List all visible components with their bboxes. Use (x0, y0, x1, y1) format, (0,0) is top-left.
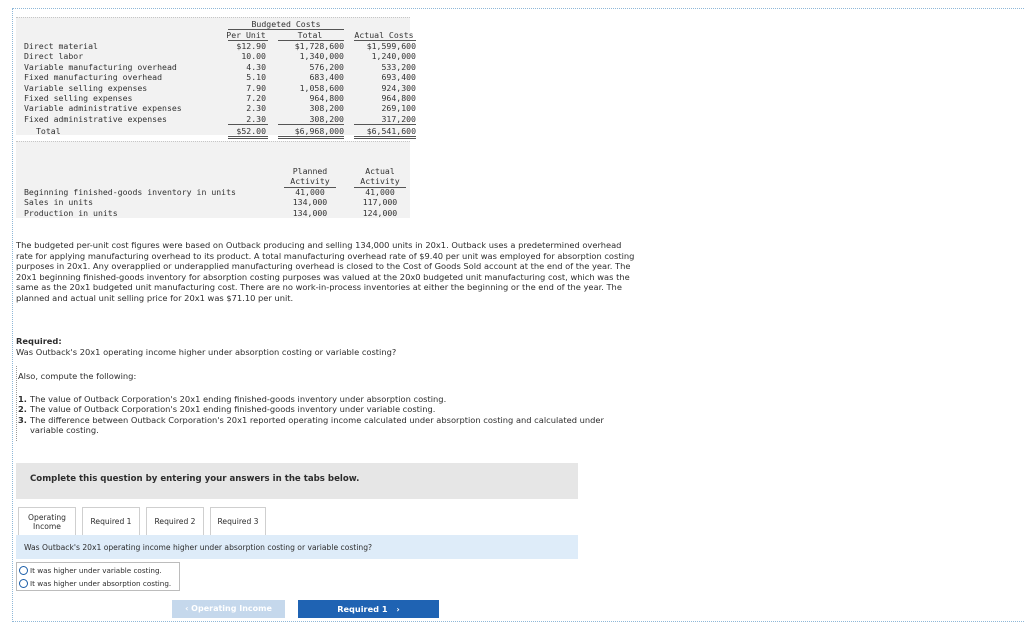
tab-label: Required 3 (217, 517, 259, 526)
table-row (16, 208, 410, 218)
row-label: Direct labor (24, 51, 84, 62)
total-cell: 308,200 (309, 113, 344, 124)
total-header: Total (297, 30, 323, 40)
also-compute-text: Also, compute the following: (18, 371, 137, 381)
table-header-row (16, 19, 410, 29)
table-row (16, 93, 416, 103)
question-text: The difference between Outback Corporation's 20x1 reported operating income calculated under absorption costing and calculated under variable costing. (30, 414, 604, 436)
table-row (16, 72, 416, 83)
table-row (16, 103, 416, 114)
per-unit-cell: $12.90 (236, 41, 266, 51)
per-unit-cell: 2.30 (246, 103, 266, 114)
column-header-row (16, 30, 414, 40)
row-label: Variable manufacturing overhead (24, 61, 177, 72)
row-label: Production in units (24, 207, 118, 218)
total-double-underline (278, 136, 344, 139)
budgeted-costs-header: Budgeted Costs (251, 19, 321, 29)
prev-button[interactable] (172, 600, 285, 618)
actual-cell: 117,000 (362, 197, 398, 208)
total-double-underline (228, 136, 268, 139)
question-text: The value of Outback Corporation's 20x1 ending finished-goods inventory under variable costing. (30, 404, 436, 415)
chevron-left-icon: ‹ (185, 604, 189, 613)
list-item (18, 415, 638, 436)
row-label: Fixed manufacturing overhead (24, 72, 163, 83)
tab-required-1[interactable] (82, 507, 140, 536)
answer-options (16, 562, 180, 591)
actual-cell: 964,800 (381, 93, 416, 103)
column-header-row (16, 176, 410, 186)
total-label: Total (36, 125, 61, 136)
option-label: It was higher under variable costing. (30, 566, 162, 575)
per-unit-cell: 5.10 (246, 72, 266, 83)
total-row (16, 125, 416, 136)
question-divider (16, 366, 17, 441)
question-list (18, 394, 638, 436)
question-number: 3. (18, 414, 27, 425)
per-unit-cell: 10.00 (241, 51, 266, 62)
radio-button[interactable] (19, 566, 28, 575)
per-unit-total: $52.00 (236, 125, 266, 136)
activity-table (16, 141, 410, 218)
table-row (16, 82, 416, 93)
actual-cell: 924,300 (381, 82, 416, 93)
tab-label: Income (33, 522, 61, 531)
total-cell: 1,058,600 (299, 82, 344, 93)
per-unit-cell: 4.30 (246, 61, 266, 72)
question-text: The value of Outback Corporation's 20x1 ending finished-goods inventory under absorption costing. (30, 394, 447, 404)
option-label: It was higher under absorption costing. (30, 579, 172, 588)
total-cell: 964,800 (309, 93, 344, 103)
tab-label: Required 1 (90, 517, 132, 526)
total-cell: 1,340,000 (299, 51, 344, 62)
planned-cell: 134,000 (292, 207, 328, 218)
chevron-right-icon: › (396, 604, 400, 614)
tab-label: Operating (28, 513, 66, 522)
actual-cell: 41,000 (365, 187, 395, 197)
total-cell: $1,728,600 (294, 41, 344, 51)
actual-cell: 317,200 (381, 113, 416, 124)
instructions-banner: Complete this question by entering your answers in the tabs below. (16, 463, 578, 499)
column-header-row (16, 166, 410, 176)
actual-header-2: Activity (360, 176, 400, 187)
table-row (16, 41, 416, 51)
row-label: Sales in units (24, 197, 94, 208)
actual-costs-header: Actual Costs (354, 30, 414, 40)
planned-cell: 134,000 (292, 197, 328, 208)
tab-prompt: Was Outback's 20x1 operating income higher under absorption costing or variable costing? (16, 535, 578, 559)
planned-header-2: Activity (290, 176, 330, 187)
next-button[interactable] (298, 600, 439, 618)
actual-cell: 693,400 (381, 72, 416, 83)
table-row (16, 51, 416, 62)
actual-cell: 269,100 (381, 103, 416, 114)
next-button-label: Required 1 (337, 604, 388, 614)
radio-button[interactable] (19, 579, 28, 588)
per-unit-cell: 2.30 (246, 113, 266, 124)
tab-operating-income[interactable] (18, 507, 76, 536)
planned-header-1: Planned (292, 166, 328, 176)
budgeted-costs-table (16, 17, 416, 136)
row-label: Fixed selling expenses (24, 93, 133, 103)
total-cell: 308,200 (309, 103, 344, 114)
actual-total: $6,541,600 (366, 125, 416, 136)
row-label: Fixed administrative expenses (24, 113, 167, 124)
problem-description: The budgeted per-unit cost figures were based on Outback producing and selling 134,000 units in 20x1. Outback uses a predetermined overhead rate for applying manufacturing overhead to its product. A total manufacturing overhead rate of $9.40 per unit was employed for absorption costing purposes in 20x1. Any overapplied or underapplied manufacturing overhead is closed to the Cost of Goods Sold account at the end of the year. The 20x1 beginning finished-goods inventory for absorption costing purposes was valued at the 20x0 budgeted unit manufacturing cost, which was the same as the 20x1 budgeted unit manufacturing cost. There are no work-in-process inventories at either the beginning or the end of the year. The planned and actual unit selling price for 20x1 was $71.10 per unit. (16, 240, 635, 303)
per-unit-cell: 7.90 (246, 82, 266, 93)
actual-cell: 533,200 (381, 61, 416, 72)
table-row (16, 61, 416, 72)
budgeted-total: $6,968,000 (294, 125, 344, 136)
table-row (16, 187, 410, 197)
tab-required-2[interactable] (146, 507, 204, 536)
total-double-underline (354, 136, 416, 139)
table-row (16, 113, 416, 124)
question-number: 1. (18, 394, 27, 404)
per-unit-header: Per Unit (226, 30, 266, 40)
total-cell: 683,400 (309, 72, 344, 83)
question-number: 2. (18, 404, 27, 415)
required-question: Was Outback's 20x1 operating income higher under absorption costing or variable costing? (16, 347, 397, 357)
row-label: Beginning finished-goods inventory in units (24, 187, 236, 197)
total-cell: 576,200 (309, 61, 344, 72)
row-label: Variable selling expenses (24, 82, 148, 93)
planned-cell: 41,000 (295, 187, 325, 197)
actual-cell: $1,599,600 (366, 41, 416, 51)
actual-cell: 1,240,000 (371, 51, 416, 62)
list-item (18, 394, 638, 404)
row-label: Variable administrative expenses (24, 103, 182, 114)
tab-required-3[interactable] (210, 507, 266, 536)
actual-header-1: Actual (365, 166, 395, 176)
actual-cell: 124,000 (362, 207, 398, 218)
per-unit-cell: 7.20 (246, 93, 266, 103)
tab-label: Required 2 (154, 517, 196, 526)
row-label: Direct material (24, 41, 98, 51)
table-row (16, 197, 410, 207)
list-item (18, 404, 638, 414)
required-heading: Required: (16, 336, 62, 346)
prev-button-label: Operating Income (191, 604, 272, 613)
